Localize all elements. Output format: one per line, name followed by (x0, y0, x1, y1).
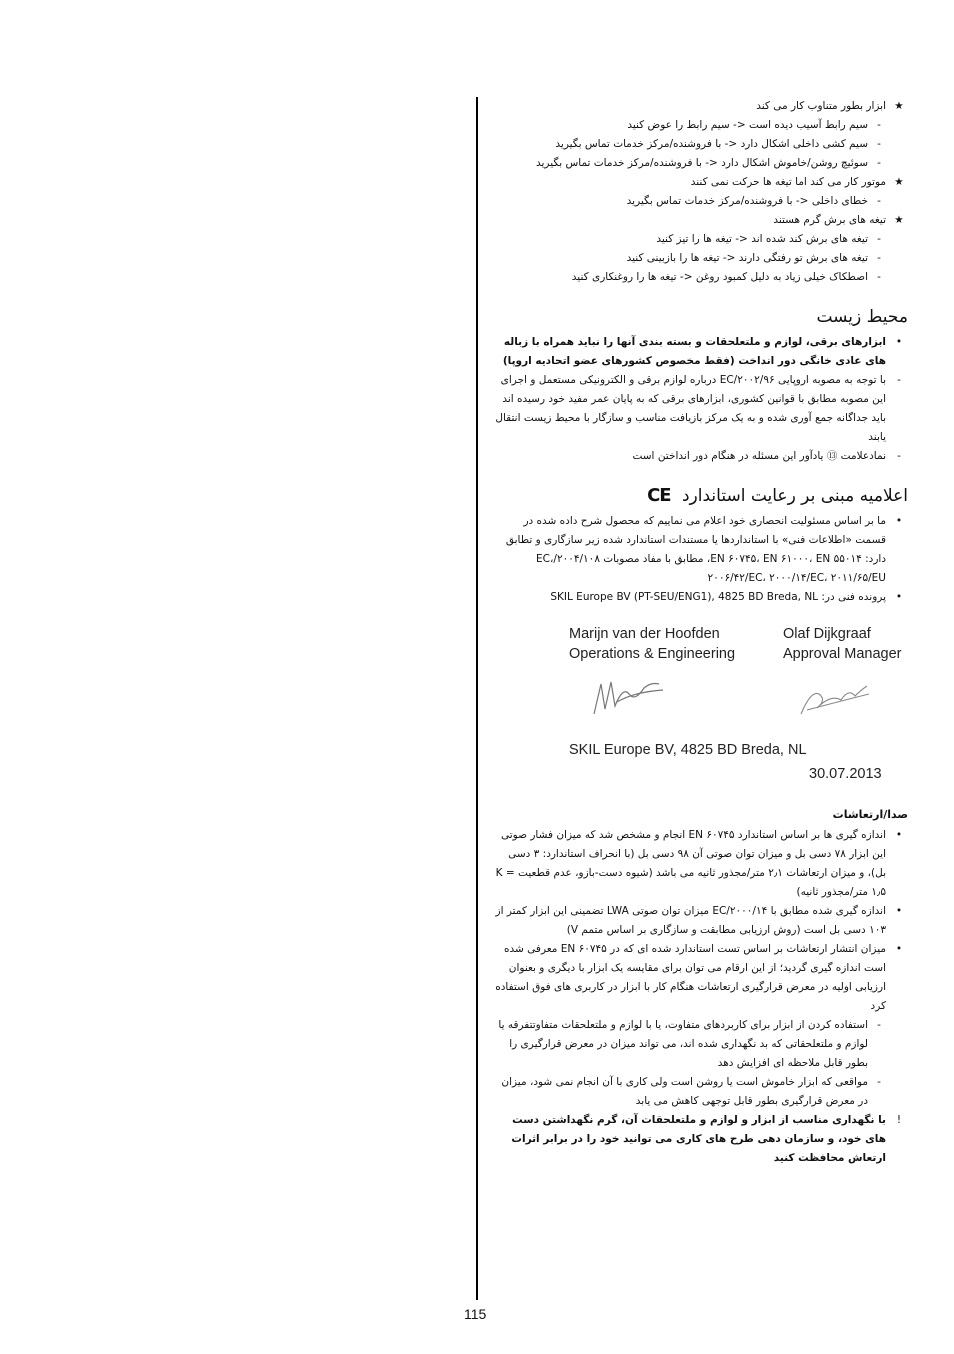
warning-icon: ! (896, 1114, 902, 1126)
list-item (490, 826, 908, 902)
dash-bullet-icon: - (877, 271, 881, 283)
list-item-text: ابزارهای برقی، لوازم و ملتعلحقات و بسته بندی آنها را نباید همراه با زباله های عادی خانگی دور انداخت (فقط مخصوص کشورهای عضو اتحادیه اروپا) (502, 336, 886, 367)
signature-date: 30.07.2013 (809, 766, 882, 782)
list-item-text: با نگهداری مناسب از ابزار و لوازم و ملتعلحقات آن، گرم نگهداشتن دست های خود، و سازمان دهی طرح های کاری می توانید خود را در برابر اثرات ارتعاش محافظت کنید (511, 1114, 886, 1164)
list-item-text: میزان انتشار ارتعاشات بر اساس تست استاندارد شده ای که در EN ۶۰۷۴۵ معرفی شده است اندازه گیری گردید؛ از این ارقام می توان برای مقایسه یک ابزار با دیگری و بعنوان ارزیابی اولیه در معرض قرارگیری ارتعاشات هنگام کار با ابزار در کاربری های فوق استفاده کرد (495, 943, 886, 1012)
signature-1-scribble-icon (589, 674, 669, 724)
list-item (490, 211, 908, 230)
dash-bullet-icon: - (897, 450, 901, 462)
list-item-text: ما بر اساس مسئولیت انحصاری خود اعلام می نماییم که محصول شرح داده شده در قسمت «اطلاعات فنی» با استانداردها یا مستندات استاندارد شده زیر سازگاری و تطابق دارد: EN ۶۰۷۴۵، EN ۶۱۰۰۰، EN ۵۵۰۱۴، مطابق با مفاد مصوبات ۲۰۰۴/۱۰۸/EC، ۲۰۰۶/۴۲/EC، ۲۰۰۰/۱۴/EC، ۲۰۱۱/۶۵/EU (505, 515, 886, 584)
list-item-text: تیغه های برش تو رفتگی دارند <- تیغه ها را بازبینی کنید (626, 252, 868, 264)
conformity-heading (490, 484, 908, 508)
bullet-icon: • (895, 591, 903, 603)
bullet-icon: • (895, 829, 903, 841)
dash-bullet-icon: - (877, 233, 881, 245)
list-item (490, 192, 908, 211)
bullet-icon: • (895, 943, 903, 955)
list-item-text: اندازه گیری ها بر اساس استاندارد EN ۶۰۷۴۵ انجام و مشخص شد که میزان فشار صوتی این ابزار ۷۸ دسی بل و میزان توان صوتی آن ۹۸ دسی بل (با انحراف استاندارد: ۳ دسی بل)، و میزان ارتعاشات ۲٫۱ متر/مجذور ثانیه می باشد (شیوه دست-بازو، عدم قطعیت K = ۱٫۵ متر/مجذور ثانیه) (495, 829, 886, 898)
list-item (490, 1073, 908, 1111)
column-divider-line (476, 97, 478, 1300)
noise-heading: صدا/ارتعاشات (832, 808, 908, 821)
signatory-2-name: Olaf Dijkgraaf (783, 626, 871, 642)
list-item-text: تیغه های برش کند شده اند <- تیغه ها را تیز کنید (656, 233, 868, 245)
list-item (490, 97, 908, 116)
star-bullet-icon: ★ (894, 176, 904, 188)
list-item-text: نمادعلامت ⑬ یادآور این مسئله در هنگام دور انداختن است (632, 450, 886, 462)
signature-block (569, 624, 929, 794)
list-item-text: پرونده فنی در: SKIL Europe BV (PT-SEU/ENG1), 4825 BD Breda, NL (550, 591, 886, 603)
list-item-text: موتور کار می کند اما تیغه ها حرکت نمی کنند (690, 176, 886, 188)
dash-bullet-icon: - (877, 119, 881, 131)
list-item-text: استفاده کردن از ابزار برای کاربردهای متفاوت، یا با لوازم و ملتعلحقات متفاوتتفرقه یا لوازم و ملتعلحقاتی که بد نگهداری شده اند، می تواند میزان در معرض قرارگیری را بطور قابل ملاحظه ای افزایش دهد (498, 1019, 868, 1069)
dash-bullet-icon: - (897, 374, 901, 386)
list-item-text: سوئیچ روشن/خاموش اشکال دارد <- با فروشنده/مرکز خدمات تماس بگیرید (536, 157, 868, 169)
troubleshooting-list (490, 97, 908, 287)
list-item (490, 268, 908, 287)
list-item (490, 371, 908, 447)
list-item (490, 1016, 908, 1073)
conformity-heading-text: اعلامیه مبنی بر رعایت استاندارد (681, 486, 908, 506)
signatory-1-name: Marijn van der Hoofden (569, 626, 720, 642)
dash-bullet-icon: - (877, 138, 881, 150)
bullet-icon: • (895, 515, 903, 527)
bullet-icon: • (895, 905, 903, 917)
dash-bullet-icon: - (877, 1076, 881, 1088)
list-item-text: تیغه های برش گرم هستند (773, 214, 886, 226)
list-item (490, 940, 908, 1016)
list-item (490, 447, 908, 466)
signatory-1 (569, 624, 735, 664)
star-bullet-icon: ★ (894, 100, 904, 112)
list-item (490, 902, 908, 940)
list-item-text: اندازه گیری شده مطابق با ۲۰۰۰/۱۴/EC میزان توان صوتی LWA تضمینی این ابزار کمتر از ۱۰۳ دسی بل است (روش ارزیابی مطابقت و سازگاری بر اساس متمم V) (495, 905, 886, 936)
list-item-text: سیم رابط آسیب دیده است <- سیم رابط را عوض کنید (627, 119, 868, 131)
list-item-text: خطای داخلی <- با فروشنده/مرکز خدمات تماس بگیرید (626, 195, 868, 207)
noise-list (490, 826, 908, 1168)
page-number: 115 (464, 1306, 487, 1322)
list-item (490, 1111, 908, 1168)
list-item (490, 230, 908, 249)
list-item (490, 333, 908, 371)
list-item-text: ابزار بطور متناوب کار می کند (756, 100, 886, 112)
environment-heading: محیط زیست (816, 307, 908, 327)
list-item (490, 116, 908, 135)
company-address: SKIL Europe BV, 4825 BD Breda, NL (569, 742, 807, 758)
dash-bullet-icon: - (877, 1019, 881, 1031)
list-item (490, 154, 908, 173)
dash-bullet-icon: - (877, 195, 881, 207)
signatory-2 (783, 624, 902, 664)
list-item (490, 173, 908, 192)
signatory-2-title: Approval Manager (783, 646, 902, 662)
dash-bullet-icon: - (877, 157, 881, 169)
conformity-list (490, 512, 908, 607)
list-item-text: مواقعی که ابزار خاموش است یا روشن است ولی کاری با آن انجام نمی شود، میزان در معرض قرارگیری بطور قابل توجهی کاهش می یابد (501, 1076, 868, 1107)
list-item (490, 249, 908, 268)
star-bullet-icon: ★ (894, 214, 904, 226)
list-item (490, 588, 908, 607)
environment-list (490, 333, 908, 466)
bullet-icon: • (895, 336, 903, 348)
list-item-text: سیم کشی داخلی اشکال دارد <- با فروشنده/مرکز خدمات تماس بگیرید (555, 138, 868, 150)
list-item-text: با توجه به مصوبه اروپایی ۲۰۰۲/۹۶/EC درباره لوازم برقی و الکترونیکی مستعمل و اجرای این مصوبه مطابق با قوانین کشوری، ابزارهای برقی که به پایان عمر مفید خود رسیده اند باید جداگانه جمع آوری شده و به یک مرکز بازیافت مناسب و سازگار با محیط زیست انتقال یابند (495, 374, 886, 443)
list-item (490, 512, 908, 588)
signature-2-scribble-icon (797, 680, 877, 720)
signatory-1-title: Operations & Engineering (569, 646, 736, 662)
ce-mark-icon: CE (647, 485, 671, 506)
dash-bullet-icon: - (877, 252, 881, 264)
list-item-text: اصطکاک خیلی زیاد به دلیل کمبود روغن <- تیغه ها را روغنکاری کنید (571, 271, 868, 283)
list-item (490, 135, 908, 154)
